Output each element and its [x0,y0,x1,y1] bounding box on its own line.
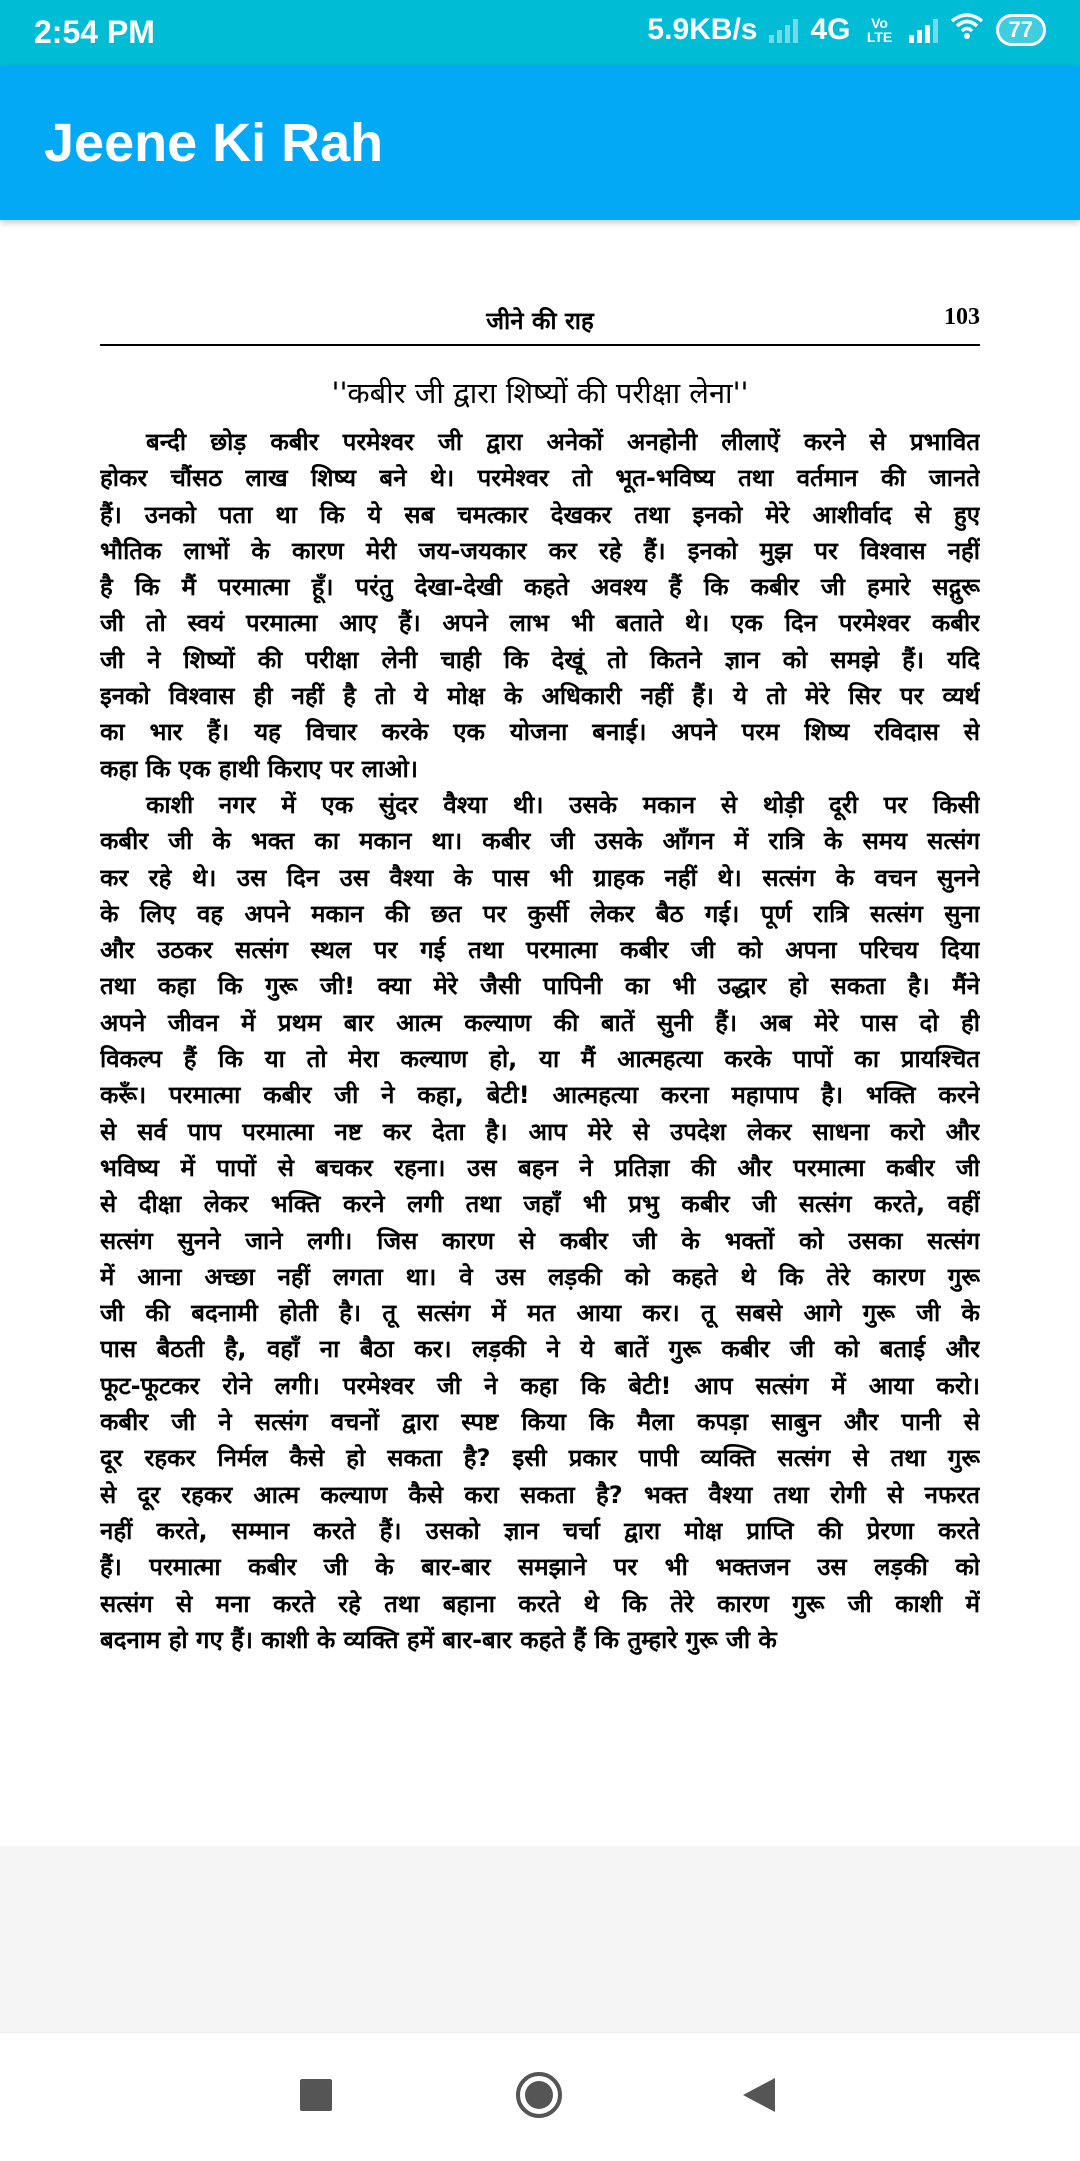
network-speed: 5.9KB/s [647,13,758,46]
recents-button[interactable] [286,2067,346,2127]
text-line: के लिए वह अपने मकान की छत पर कुर्सी लेकर बैठ गई। पूर्ण रात्रि सत्संग सुना [100,899,980,928]
text-line: नहीं करते, सम्मान करते हैं। उसको ज्ञान चर्चा द्वारा मोक्ष प्राप्ति की प्रेरणा करते [100,1516,980,1545]
wifi-icon [950,12,984,48]
text-line: इनको विश्वास ही नहीं है तो ये मोक्ष के अधिकारी नहीं हैं। ये तो मेरे सिर पर व्यर्थ [100,682,980,711]
text-line: करूँ। परमात्मा कबीर जी ने कहा, बेटी! आत्महत्या करना महापाप है। भक्ति करने [100,1081,980,1110]
running-head-title: जीने की राह [486,307,594,335]
signal-icon-2 [909,17,938,43]
text-line: अपने जीवन में प्रथम बार आत्म कल्याण की बातें सुनी हैं। अब मेरे पास दो ही [100,1008,980,1037]
text-line: हैं। उनको पता था कि ये सब चमत्कार देखकर तथा इनको मेरे आशीर्वाद से हुए [100,500,980,529]
home-button[interactable] [509,2067,569,2127]
status-icons [647,12,1046,48]
text-line: काशी नगर में एक सुंदर वैश्या थी। उसके मकान से थोड़ी दूरी पर किसी [146,790,980,819]
text-line: जी तो स्वयं परमात्मा आए हैं। अपने लाभ भी बताते थे। एक दिन परमेश्वर कबीर [100,609,980,638]
text-line: से दूर रहकर आत्म कल्याण कैसे करा सकता है? भक्त वैश्या तथा रोगी से नफरत [100,1480,980,1509]
volte-icon: Vo LTE [866,15,893,45]
text-line: सत्संग सुनने जाने लगी। जिस कारण से कबीर जी के भक्तों को उसका सत्संग [100,1226,980,1255]
text-line: बन्दी छोड़ कबीर परमेश्वर जी द्वारा अनेकों अनहोनी लीलाऐं करने से प्रभावित [146,428,980,456]
text-line: जी ने शिष्यों की परीक्षा लेनी चाही कि देखूं तो कितने ज्ञान को समझे हैं। यदि [100,645,980,674]
book-page [100,300,980,1658]
page-body [100,424,980,1658]
text-line: पास बैठती है, वहाँ ना बैठा कर। लड़की ने ये बातें गुरू कबीर जी को बताई और [100,1335,980,1364]
text-line: में आना अच्छा नहीं लगता था। वे उस लड़की को कहते थे कि तेरे कारण गुरू [100,1262,980,1291]
battery-icon: 77 [996,14,1046,46]
back-triangle-icon [741,2076,777,2119]
recents-square-icon [299,2078,333,2117]
text-line: कबीर जी ने सत्संग वचनों द्वारा स्पष्ट किया कि मैला कपड़ा साबुन और पानी से [100,1408,980,1437]
page-number: 103 [944,304,980,330]
text-line: होकर चौंसठ लाख शिष्य बने थे। परमेश्वर तो भूत-भविष्य तथा वर्तमान की जानते [100,464,980,493]
text-line: जी की बदनामी होती है। तू सत्संग में मत आया कर। तू सबसे आगे गुरू जी के [100,1299,980,1328]
status-bar [0,0,1080,66]
text-line: कहा कि एक हाथी किराए पर लाओ। [100,754,418,783]
text-line: कर रहे थे। उस दिन उस वैश्या के पास भी ग्राहक नहीं थे। सत्संग के वचन सुनने [100,863,980,892]
text-line: कबीर जी के भक्त का मकान था। कबीर जी उसके आँगन में रात्रि के समय सत्संग [100,827,980,856]
text-line: दूर रहकर निर्मल कैसे हो सकता है? इसी प्रकार पापी व्यक्ति सत्संग से तथा गुरू [100,1444,980,1473]
running-head [100,300,980,346]
text-line: हैं। परमात्मा कबीर जी के बार-बार समझाने पर भी भक्तजन उस लड़की को [100,1553,980,1582]
signal-icon [769,17,798,43]
text-line: बदनाम हो गए हैं। काशी के व्यक्ति हमें बार-बार कहते हैं कि तुम्हारे गुरू जी के [100,1625,777,1654]
home-circle-icon [514,2070,564,2125]
text-line: भविष्य में पापों से बचकर रहना। उस बहन ने प्रतिज्ञा की और परमात्मा कबीर जी [100,1153,980,1182]
navigation-bar [0,2032,1080,2161]
text-line: सत्संग से मना करते रहे तथा बहाना करते थे कि तेरे कारण गुरू जी काशी में [100,1589,980,1618]
back-button[interactable] [729,2067,789,2127]
app-bar [0,66,1080,220]
text-line: का भार हैं। यह विचार करके एक योजना बनाई। अपने परम शिष्य रविदास से [100,718,980,747]
text-line: तथा कहा कि गुरू जी! क्या मेरे जैसी पापिनी का भी उद्धार हो सकता है। मैंने [100,972,980,1001]
text-line: से सर्व पाप परमात्मा नष्ट कर देता है। आप मेरे से उपदेश लेकर साधना करो और [100,1117,980,1146]
text-line: और उठकर सत्संग स्थल पर गई तथा परमात्मा कबीर जी को अपना परिचय दिया [100,936,980,965]
text-line: फूट-फूटकर रोने लगी। परमेश्वर जी ने कहा कि बेटी! आप सत्संग में आया करो। [100,1371,980,1400]
page-bottom-area [0,1846,1080,2032]
text-line: भौतिक लाभों के कारण मेरी जय-जयकार कर रहे हैं। इनको मुझ पर विश्वास नहीं [100,536,980,565]
network-type: 4G [810,13,851,46]
text-line: विकल्प हैं कि या तो मेरा कल्याण हो, या मैं आत्महत्या करके पापों का प्रायश्चित [100,1045,980,1074]
app-title: Jeene Ki Rah [44,113,384,173]
status-time: 2:54 PM [34,14,155,50]
chapter-title: ''कबीर जी द्वारा शिष्यों की परीक्षा लेना'' [331,376,749,410]
text-line: है कि मैं परमात्मा हूँ। परंतु देखा-देखी कहते अवश्य हैं कि कबीर जी हमारे सद्गुरू [100,573,980,602]
text-line: से दीक्षा लेकर भक्ति करने लगी तथा जहाँ भी प्रभु कबीर जी सत्संग करते, वहीं [100,1190,980,1219]
